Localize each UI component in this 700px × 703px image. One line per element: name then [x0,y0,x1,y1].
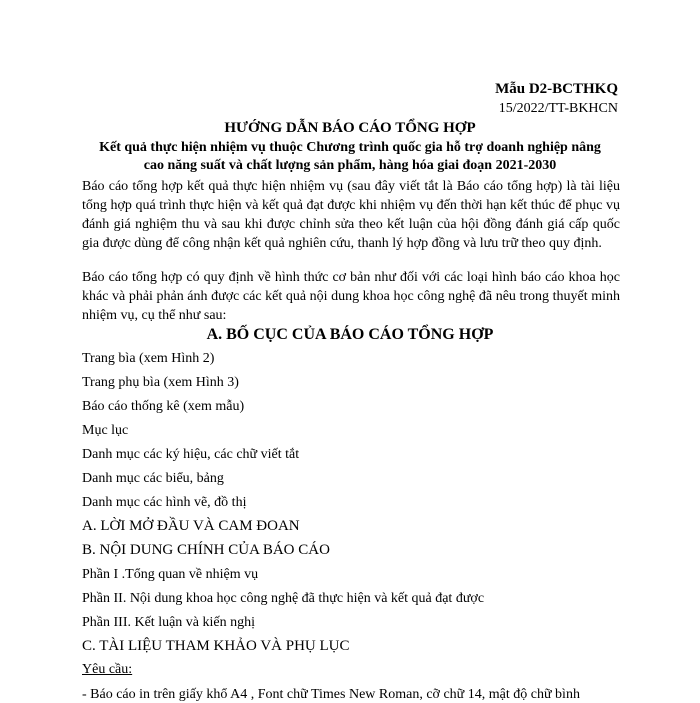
layout-item-subcover: Trang phụ bìa (xem Hình 3) [82,375,239,390]
form-code: Mẫu D2-BCTHKQ [495,81,618,97]
requirements-label: Yêu cầu: [82,662,133,677]
heading-references: C. TÀI LIỆU THAM KHẢO VÀ PHỤ LỤC [82,638,350,654]
document-subtitle [0,139,700,175]
layout-item-toc: Mục lục [82,423,129,438]
layout-item-cover: Trang bìa (xem Hình 2) [82,351,215,366]
form-paragraph: Báo cáo tổng hợp có quy định về hình thức cơ bản như đối với các loại hình báo cáo khoa học khác và phải phản ánh được các kết quả nội dung khoa học công nghệ đã nêu trong thuyết minh nhiệm vụ, cụ thể như sau: [82,270,620,323]
subtitle-line-2: cao năng suất và chất lượng sản phẩm, hàng hóa giai đoạn 2021-2030 [143,158,557,173]
part-3: Phần III. Kết luận và kiến nghị [82,615,256,630]
layout-item-figures: Danh mục các hình vẽ, đồ thị [82,495,247,510]
part-1: Phần I .Tổng quan về nhiệm vụ [82,567,259,582]
heading-main-content: B. NỘI DUNG CHÍNH CỦA BÁO CÁO [82,542,330,558]
layout-item-abbreviations: Danh mục các ký hiệu, các chữ viết tắt [82,447,300,462]
circular-number: 15/2022/TT-BKHCN [498,101,618,116]
document-title: HƯỚNG DẪN BÁO CÁO TỔNG HỢP [224,120,476,136]
requirement-1: - Báo cáo in trên giấy khổ A4 , Font chữ Times New Roman, cỡ chữ 14, mật độ chữ bình [82,687,580,702]
heading-intro: A. LỜI MỞ ĐẦU VÀ CAM ĐOAN [82,518,300,534]
subtitle-line-1: Kết quả thực hiện nhiệm vụ thuộc Chương trình quốc gia hỗ trợ doanh nghiệp nâng [99,140,601,155]
layout-item-statistics: Báo cáo thống kê (xem mẫu) [82,399,245,414]
layout-item-tables: Danh mục các biểu, bảng [82,471,224,486]
part-2: Phần II. Nội dung khoa học công nghệ đã thực hiện và kết quả đạt được [82,591,485,606]
intro-paragraph: Báo cáo tổng hợp kết quả thực hiện nhiệm vụ (sau đây viết tắt là Báo cáo tổng hợp) là tài liệu tổng hợp quá trình thực hiện và kết quả đạt được khi nhiệm vụ đến thời hạn kết thúc để phục vụ đánh giá nghiệm thu và sau khi được chỉnh sửa theo kết luận của hội đồng đánh giá cấp quốc gia được dùng để công nhận kết quả nghiên cứu, thanh lý hợp đồng và lưu trữ theo quy định. [82,179,620,251]
section-a-title: A. BỐ CỤC CỦA BÁO CÁO TỔNG HỢP [206,326,494,343]
